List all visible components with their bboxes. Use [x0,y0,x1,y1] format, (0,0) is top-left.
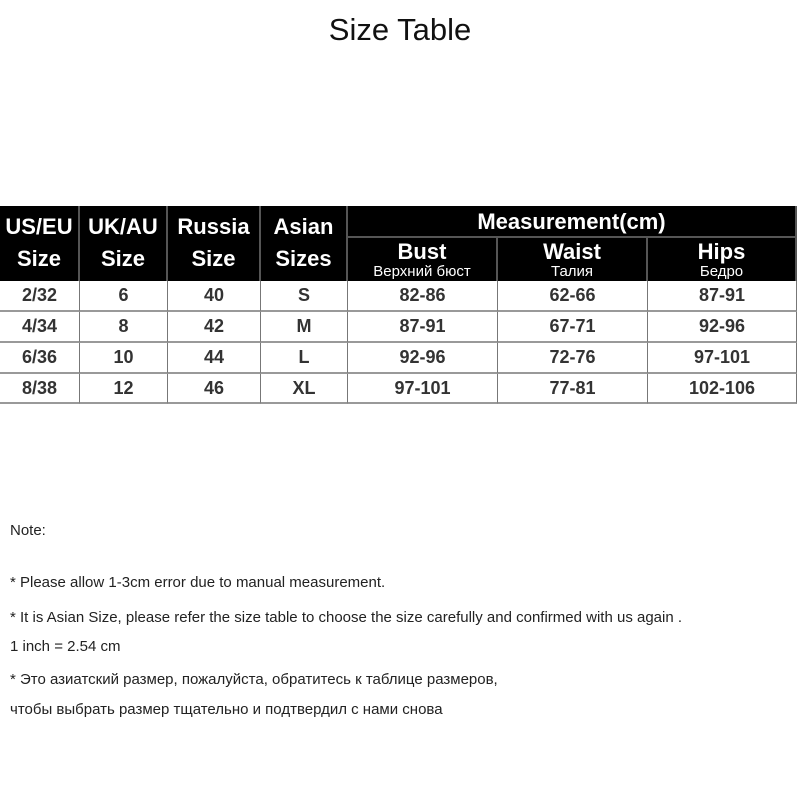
table-cell: M [261,312,348,343]
table-cell: 8/38 [0,374,80,404]
table-cell: S [261,281,348,312]
note-line: * Это азиатский размер, пожалуйста, обратитесь к таблице размеров, [10,671,498,688]
measure-label: Hips [697,238,746,264]
table-cell: 92-96 [348,343,498,374]
table-cell: 72-76 [498,343,648,374]
table-cell: 8 [80,312,168,343]
table-cell: 67-71 [498,312,648,343]
table-cell: 44 [168,343,261,374]
note-label: Note: [10,522,46,539]
column-header-line: US/EU [5,214,73,239]
column-header-line: Size [191,246,236,271]
table-cell: 6/36 [0,343,80,374]
table-cell: L [261,343,348,374]
note-line: * It is Asian Size, please refer the size table to choose the size carefully and confirmed with us again . [10,609,683,626]
column-header [261,206,348,281]
measure-label-ru: Талия [550,262,594,280]
table-cell: 10 [80,343,168,374]
measure-column-header [498,236,648,281]
column-header [80,206,168,281]
note-line: чтобы выбрать размер тщательно и подтвердил с нами снова [10,701,443,718]
table-cell: 102-106 [648,374,797,404]
column-header [168,206,261,281]
table-cell: 87-91 [348,312,498,343]
table-cell: 12 [80,374,168,404]
table-cell: 4/34 [0,312,80,343]
table-cell: 42 [168,312,261,343]
column-header-line: Russia [177,214,250,239]
column-header-line: Size [16,246,62,271]
measure-label: Waist [543,238,601,264]
column-header [0,206,80,281]
measure-label-ru: Бедро [699,262,744,280]
measure-label-ru: Верхний бюст [373,262,471,280]
note-line: * Please allow 1-3cm error due to manual measurement. [10,574,386,591]
table-cell: 40 [168,281,261,312]
table-cell: 2/32 [0,281,80,312]
table-cell: 97-101 [348,374,498,404]
table-cell: 82-86 [348,281,498,312]
column-header-line: UK/AU [88,214,158,239]
table-cell: 92-96 [648,312,797,343]
table-cell: 62-66 [498,281,648,312]
column-header-line: Sizes [275,246,332,271]
measure-column-header [348,236,498,281]
table-cell: 46 [168,374,261,404]
measure-label: Bust [397,238,447,264]
note-line: 1 inch = 2.54 cm [10,638,121,655]
column-header-line: Asian [273,214,334,239]
table-cell: 77-81 [498,374,648,404]
measurement-header: Measurement(cm) [348,206,797,236]
table-cell: 97-101 [648,343,797,374]
table-cell: 87-91 [648,281,797,312]
table-cell: 6 [80,281,168,312]
column-header-line: Size [100,246,146,271]
page-title: Size Table [328,12,472,47]
table-cell: XL [261,374,348,404]
measure-column-header [648,236,797,281]
